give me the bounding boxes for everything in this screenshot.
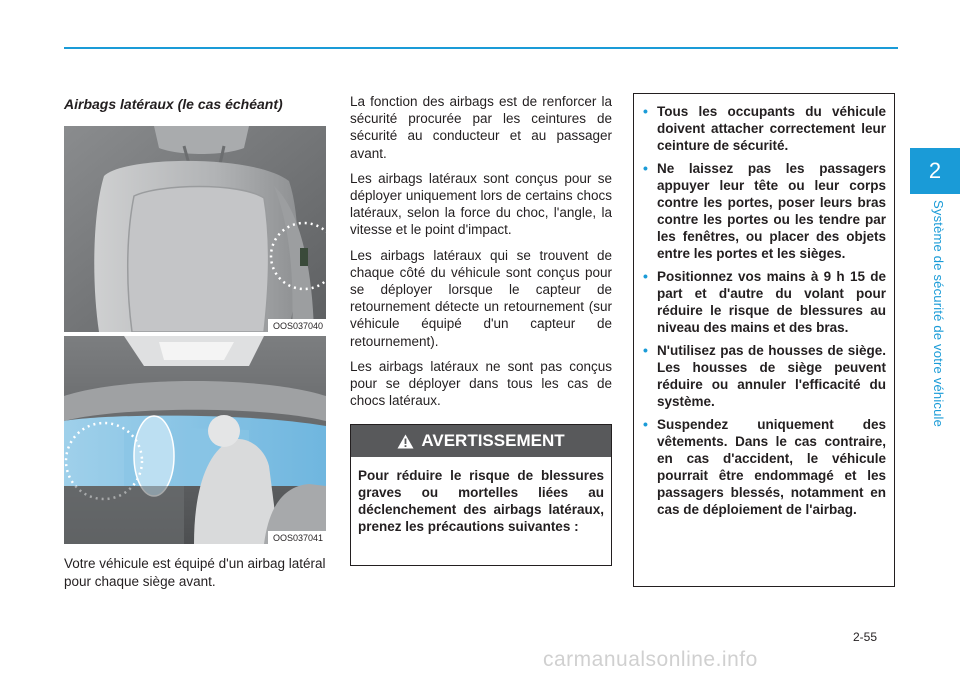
warning-box — [350, 424, 612, 566]
paragraph: Les airbags latéraux qui se trouvent de chaque côté du véhicule sont conçus pour se déployer lorsque le capteur de retournement détecte un retournement (sur véhicule équipé d'un capteur de retournement). — [350, 247, 612, 349]
precautions-box — [633, 93, 895, 587]
cabin-side-airbag-deployment-illustration — [64, 336, 326, 544]
bullet-icon: • — [643, 416, 648, 432]
bullet-icon: • — [643, 342, 648, 358]
list-item — [642, 268, 886, 336]
top-rule — [64, 47, 898, 49]
paragraph: La fonction des airbags est de renforcer la sécurité procurée par les ceintures de sécurité au conducteur et au passager avant. — [350, 94, 612, 161]
chapter-title: Système de sécurité de votre véhicule — [931, 200, 946, 428]
list-item-text: N'utilisez pas de housses de siège. Les housses de siège peuvent réduire ou annuler l'efficacité du système. — [657, 343, 886, 409]
warning-title: AVERTISSEMENT — [421, 431, 565, 450]
list-item-text: Ne laissez pas les passagers appuyer leur tête ou leur corps contre les portes, poser leurs bras contre les portes ou les tendre par les fenêtres, ou placer des objets entre les portes et les sièges. — [657, 161, 886, 261]
list-item-text: Suspendez uniquement des vêtements. Dans le cas contraire, en cas d'accident, le véhicule pourrait être endommagé et les passagers blessés, notamment en cas de déploiement de l'airbag. — [657, 417, 886, 517]
bullet-icon: • — [643, 268, 648, 284]
chapter-number-tab — [910, 148, 960, 194]
list-item — [642, 160, 886, 262]
chapter-number: 2 — [928, 158, 942, 183]
page-number: 2-55 — [853, 630, 878, 644]
equipment-text: Votre véhicule est équipé d'un airbag latéral pour chaque siège avant. — [64, 556, 326, 589]
section-heading: Airbags latéraux (le cas échéant) — [64, 96, 283, 112]
seat-side-airbag-illustration — [64, 126, 326, 332]
precautions-list — [642, 103, 886, 518]
list-item-text: Positionnez vos mains à 9 h 15 de part et d'autre du volant pour réduire le risque de blessures au niveau des mains et des bras. — [657, 269, 886, 335]
watermark: carmanualsonline.info — [543, 648, 758, 671]
warning-triangle-icon — [397, 434, 414, 449]
middle-column — [350, 93, 612, 417]
figure-code: OOS037041 — [268, 531, 326, 544]
warning-header — [351, 425, 611, 457]
list-item-text: Tous les occupants du véhicule doivent attacher correctement leur ceinture de sécurité. — [657, 104, 886, 153]
paragraph: Les airbags latéraux ne sont pas conçus pour se déployer dans tous les cas de chocs latéraux. — [350, 358, 612, 409]
figure-cabin — [64, 336, 326, 544]
list-item — [642, 103, 886, 154]
list-item — [642, 416, 886, 518]
list-item — [642, 342, 886, 410]
figure-seat — [64, 126, 326, 332]
figure-code: OOS037040 — [268, 319, 326, 332]
paragraph: Les airbags latéraux sont conçus pour se déployer uniquement lors de certains chocs latéraux, selon la force du choc, l'angle, la vitesse et le point d'impact. — [350, 170, 612, 238]
bullet-icon: • — [643, 103, 648, 119]
left-column — [64, 96, 326, 590]
warning-text: Pour réduire le risque de blessures graves ou mortelles liées au déclenchement des airbags latéraux, prenez les précautions suivantes : — [358, 468, 604, 534]
bullet-icon: • — [643, 160, 648, 176]
